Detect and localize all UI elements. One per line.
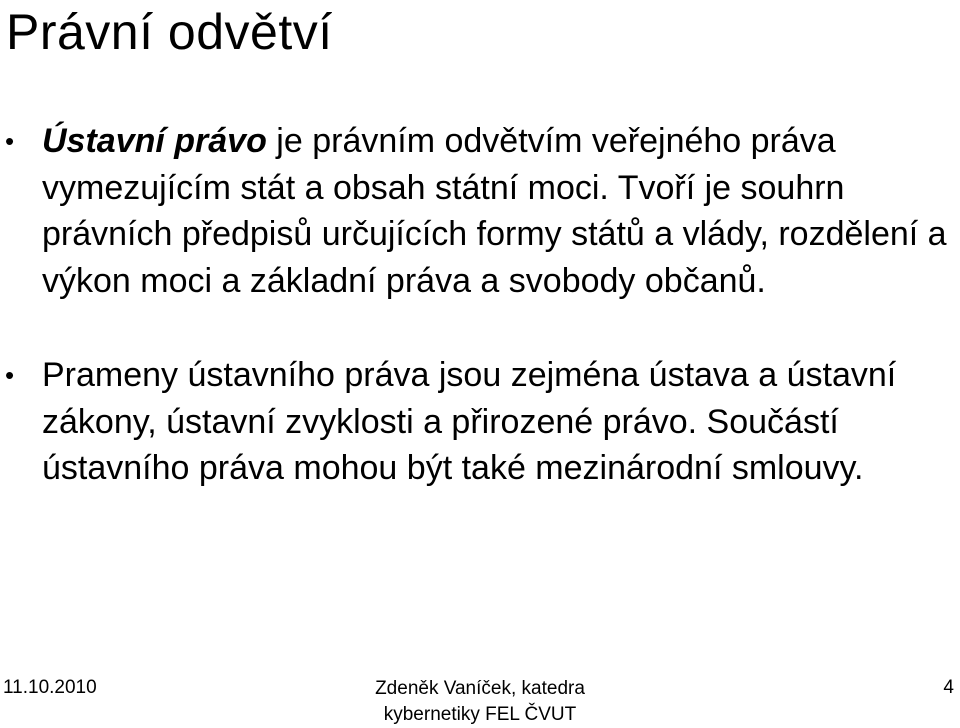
footer-author-line-2: kybernetiky FEL ČVUT bbox=[383, 704, 577, 725]
bullet-text: Prameny ústavního práva jsou zejména ústava a ústavní zákony, ústavní zvyklosti a přirozené právo. Součástí ústavního práva mohou být také mezinárodní smlouvy. bbox=[42, 356, 897, 487]
bullet-item-constitutional-law bbox=[0, 118, 960, 304]
footer-author bbox=[280, 676, 680, 728]
footer-date: 11.10.2010 bbox=[3, 677, 97, 698]
bullet-emphasis: Ústavní právo bbox=[42, 122, 267, 160]
footer-author-line-1: Zdeněk Vaníček, katedra bbox=[375, 678, 585, 699]
bullet-list bbox=[0, 118, 960, 492]
page-number: 4 bbox=[943, 677, 954, 698]
bullet-item-sources bbox=[0, 352, 960, 492]
bullet-text: je právním odvětvím veřejného práva vymezujícím stát a obsah státní moci. Tvoří je souhrn právních předpisů určujících formy států a vlády, rozdělení a výkon moci a základní práva a svobody občanů. bbox=[42, 122, 947, 300]
bullet-dot-icon: • bbox=[5, 126, 15, 156]
bullet-dot-icon: • bbox=[5, 360, 15, 390]
slide-title: Právní odvětví bbox=[6, 4, 333, 60]
